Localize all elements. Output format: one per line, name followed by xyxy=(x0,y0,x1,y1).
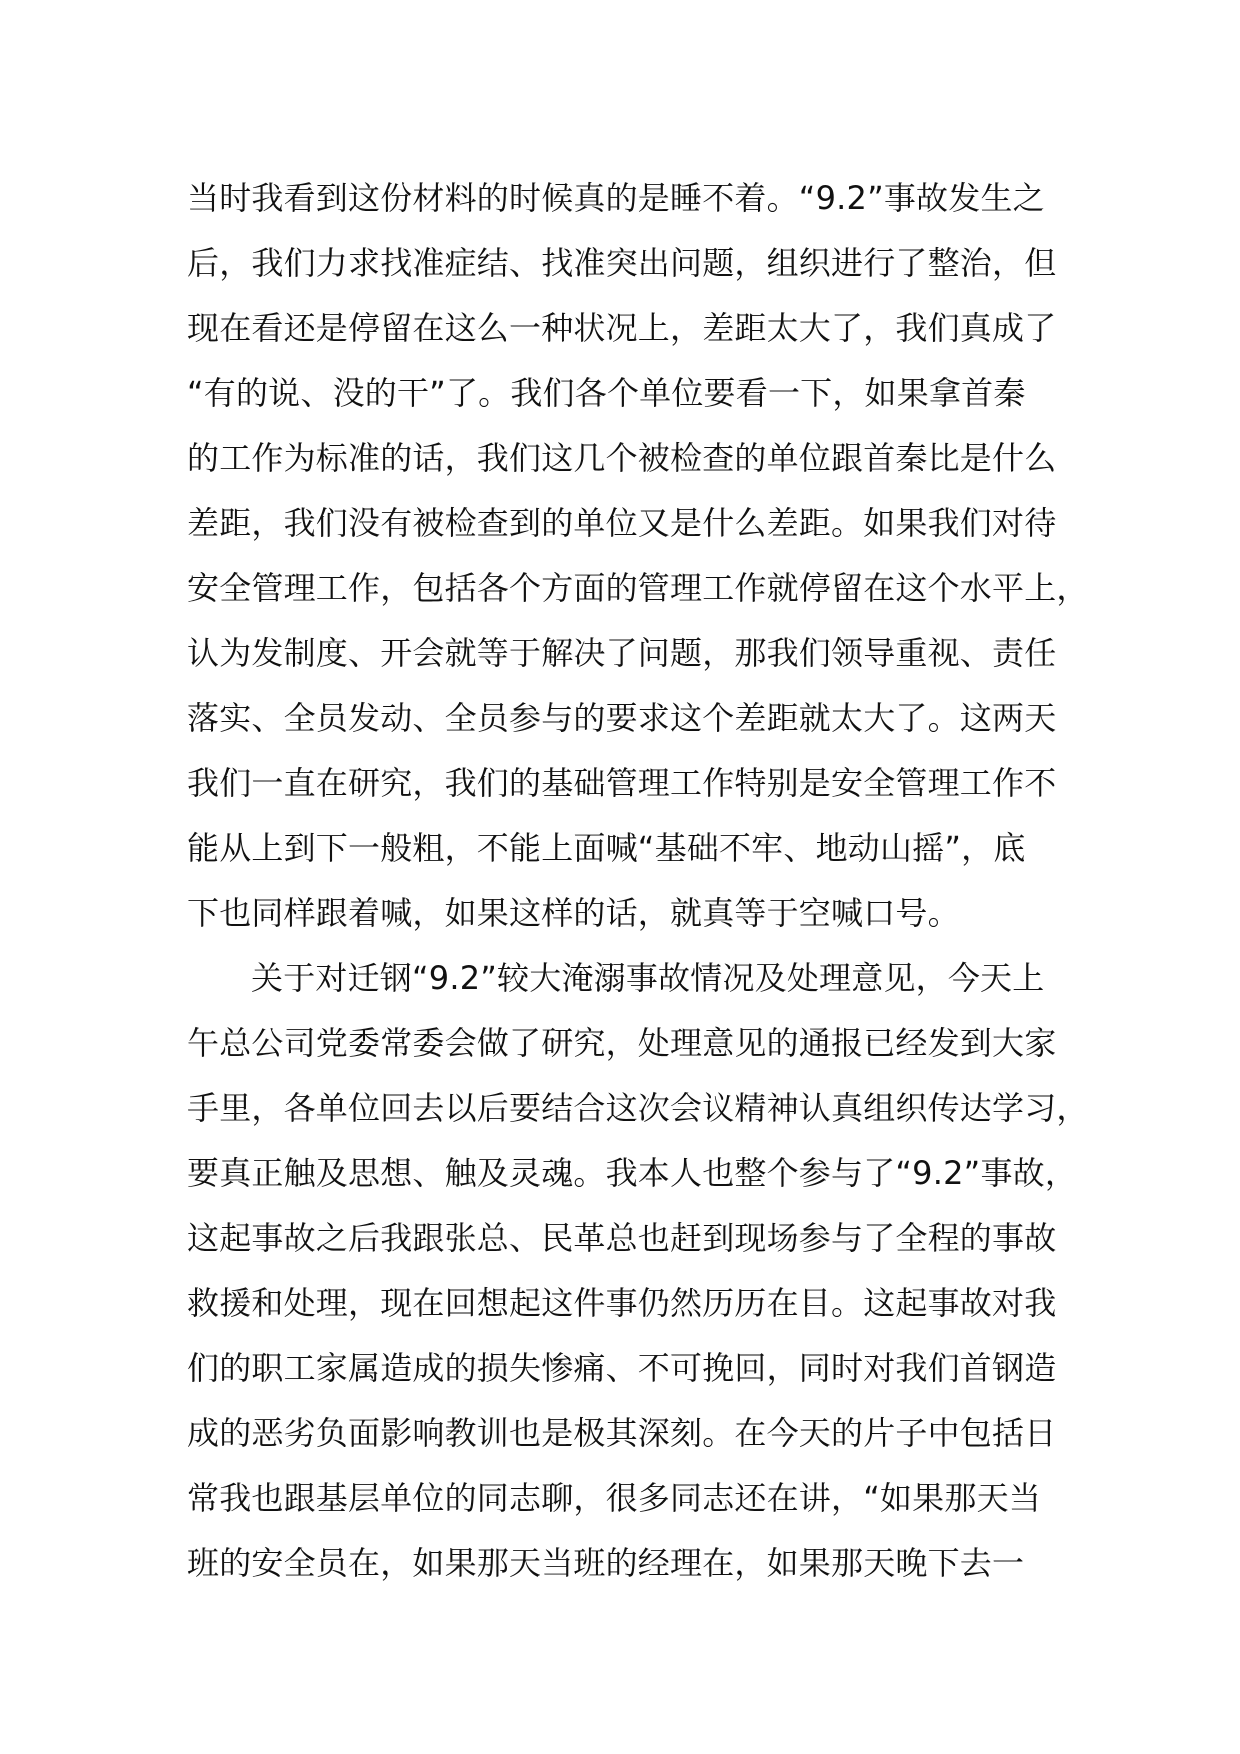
text-line: 救援和处理，现在回想起这件事仍然历历在目。这起事故对我 xyxy=(187,1284,1057,1322)
text-line: 常我也跟基层单位的同志聊，很多同志还在讲，“如果那天当 xyxy=(187,1479,1041,1517)
body-text xyxy=(187,166,1087,1596)
text-line: 这起事故之后我跟张总、民革总也赶到现场参与了全程的事故 xyxy=(187,1219,1057,1257)
text-line: 们的职工家属造成的损失惨痛、不可挽回，同时对我们首钢造 xyxy=(187,1349,1057,1387)
text-line: 现在看还是停留在这么一种状况上，差距太大了，我们真成了 xyxy=(187,309,1057,347)
text-line: 下也同样跟着喊，如果这样的话，就真等于空喊口号。 xyxy=(187,894,960,932)
text-line: 安全管理工作，包括各个方面的管理工作就停留在这个水平上， xyxy=(187,569,1089,607)
text-line: 午总公司党委常委会做了研究，处理意见的通报已经发到大家 xyxy=(187,1024,1057,1062)
text-line: 认为发制度、开会就等于解决了问题，那我们领导重视、责任 xyxy=(187,634,1057,672)
text-line: 要真正触及思想、触及灵魂。我本人也整个参与了“9.2”事故， xyxy=(187,1154,1078,1192)
paragraph-start-line: 关于对迁钢“9.2”较大淹溺事故情况及处理意见，今天上 xyxy=(251,959,1045,997)
text-line: 的工作为标准的话，我们这几个被检查的单位跟首秦比是什么 xyxy=(187,439,1057,477)
text-line: 我们一直在研究，我们的基础管理工作特别是安全管理工作不 xyxy=(187,764,1057,802)
text-line: 差距，我们没有被检查到的单位又是什么差距。如果我们对待 xyxy=(187,504,1057,542)
text-line: 落实、全员发动、全员参与的要求这个差距就太大了。这两天 xyxy=(187,699,1057,737)
text-line: 成的恶劣负面影响教训也是极其深刻。在今天的片子中包括日 xyxy=(187,1414,1057,1452)
text-line: 当时我看到这份材料的时候真的是睡不着。“9.2”事故发生之 xyxy=(187,179,1045,217)
text-line: 后，我们力求找准症结、找准突出问题，组织进行了整治，但 xyxy=(187,244,1057,282)
text-line: 手里，各单位回去以后要结合这次会议精神认真组织传达学习， xyxy=(187,1089,1089,1127)
text-line: 能从上到下一般粗，不能上面喊“基础不牢、地动山摇”，底 xyxy=(187,829,1026,867)
text-line: 班的安全员在，如果那天当班的经理在，如果那天晚下去一 xyxy=(187,1544,1025,1582)
text-line: “有的说、没的干”了。我们各个单位要看一下，如果拿首秦 xyxy=(187,374,1026,412)
